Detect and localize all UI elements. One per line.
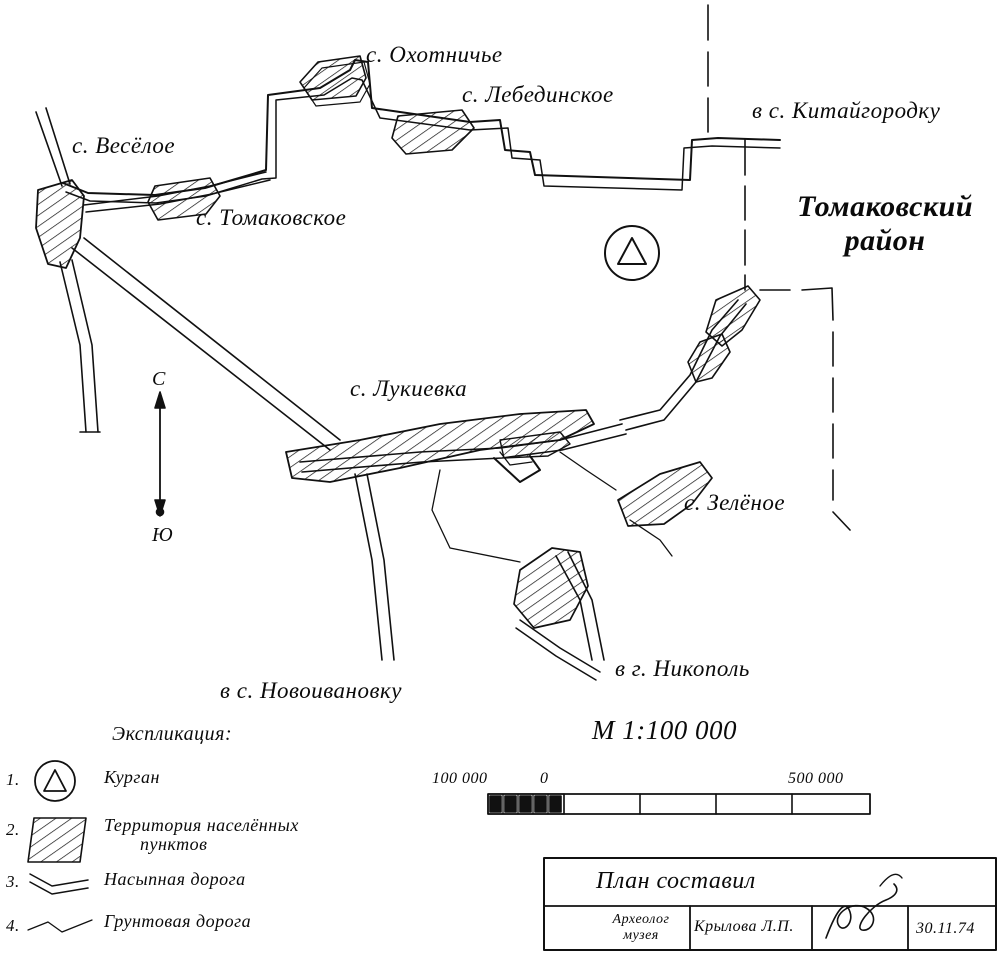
scalebar-left-label: 100 000 xyxy=(432,770,488,787)
region-title xyxy=(770,190,1000,257)
titleblock-role-line2: музея xyxy=(623,928,659,944)
village-label-nikopol: в г. Никополь xyxy=(615,656,750,681)
village-label-kitaygorodku: в с. Китайгородку xyxy=(752,98,941,123)
compass-south-label: Ю xyxy=(152,524,174,546)
titleblock-role xyxy=(596,912,686,944)
legend-title: Экспликация: xyxy=(112,723,233,745)
titleblock-date: 30.11.74 xyxy=(916,920,975,937)
village-label-lebedinskoe: с. Лебединское xyxy=(462,82,614,107)
scalebar-zero-label: 0 xyxy=(540,770,549,787)
map-scale-text: М 1:100 000 xyxy=(592,715,737,745)
legend-item-4-label: Грунтовая дорога xyxy=(104,911,252,931)
legend-item-2-num: 2. xyxy=(6,820,20,839)
legend-item-3-label: Насыпная дорога xyxy=(104,869,246,889)
legend-item-4-num: 4. xyxy=(6,916,20,935)
titleblock-author-name: Крылова Л.П. xyxy=(694,918,794,935)
legend-item-1-num: 1. xyxy=(6,770,20,789)
region-title-line1: Томаковский xyxy=(796,190,974,223)
region-title-line2: район xyxy=(844,223,926,257)
scalebar-right-label: 500 000 xyxy=(788,770,844,787)
village-label-okhotniche: с. Охотничье xyxy=(366,42,503,67)
village-label-lukievka: с. Лукиевка xyxy=(350,376,468,401)
legend-item-3-num: 3. xyxy=(6,872,20,891)
legend-item-2-label-line2: пунктов xyxy=(140,833,208,854)
legend-item-2-label-line1: Территория населённых xyxy=(104,815,299,835)
titleblock-heading: План составил xyxy=(596,868,756,894)
legend-item-1-label: Курган xyxy=(104,767,160,787)
legend-item-2-label xyxy=(104,816,299,854)
village-label-veseloe: с. Весёлое xyxy=(72,133,176,158)
village-label-zelenoe: с. Зелёное xyxy=(684,490,786,515)
titleblock-role-line1: Археолог xyxy=(612,912,670,927)
village-label-tomakovskoe: с. Томаковское xyxy=(196,205,347,230)
compass-north-label: С xyxy=(152,368,166,390)
village-label-novoivanovku: в с. Новоивановку xyxy=(220,678,402,703)
